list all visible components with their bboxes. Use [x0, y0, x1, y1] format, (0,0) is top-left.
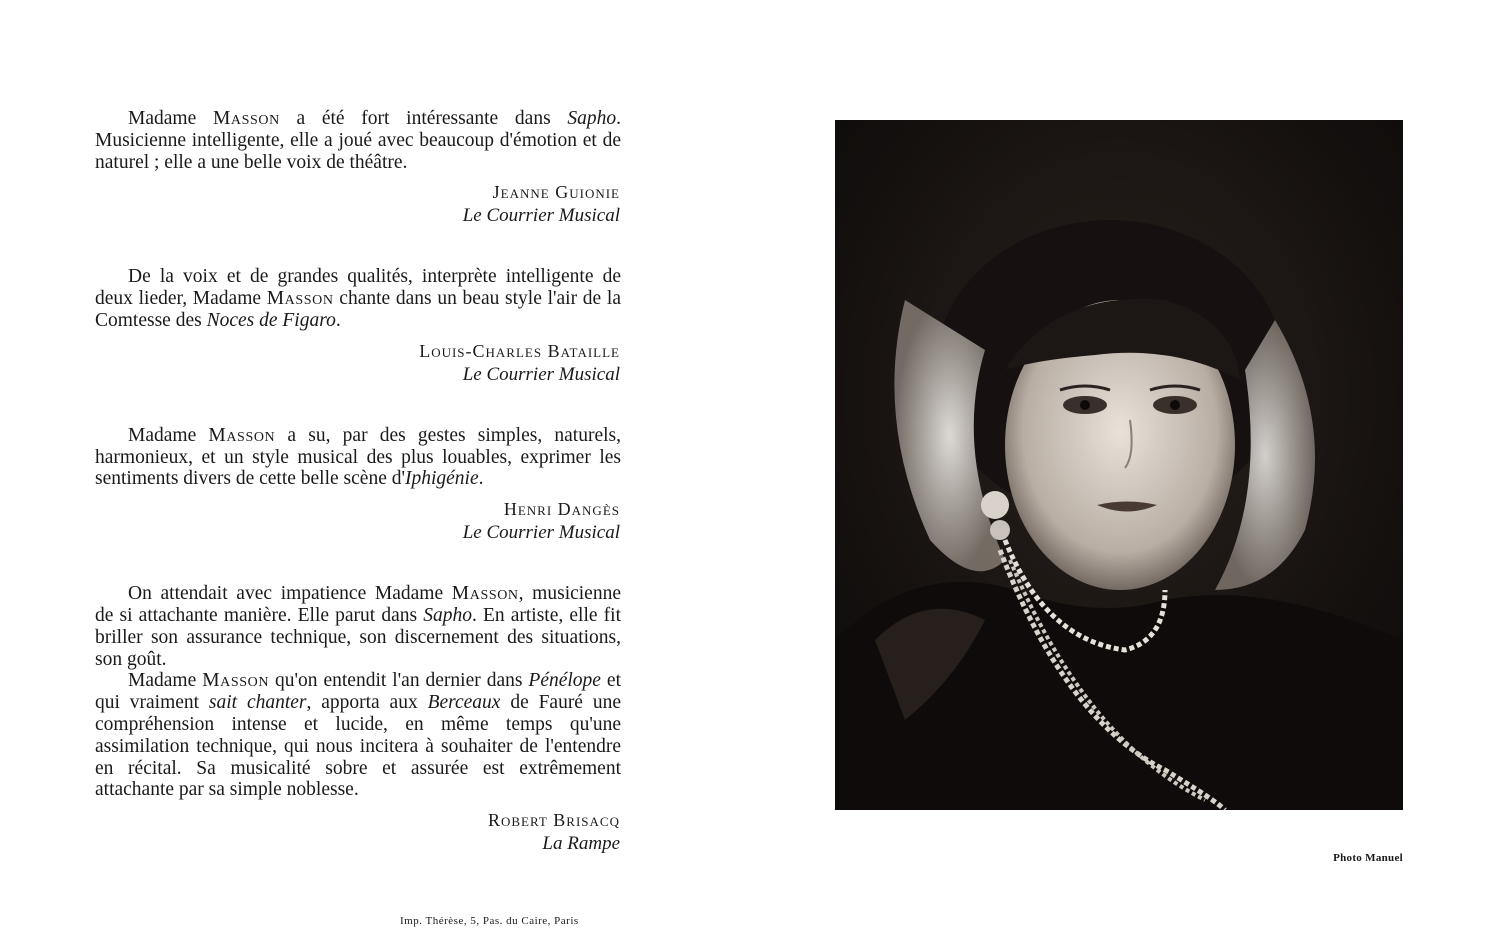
text-run: , musicienne de si attachante manière. Elle parut dans: [95, 583, 621, 626]
review-source: Le Courrier Musical: [462, 522, 620, 544]
text-run: Madame: [128, 424, 209, 446]
text-run: et qui vraiment: [95, 670, 622, 714]
review-source: Le Courrier Musical: [462, 205, 620, 227]
italic-title: Noces de Figaro: [206, 309, 336, 331]
review-author: Louis-Charles Bataille: [419, 340, 620, 361]
review-paragraph: [95, 266, 621, 331]
review-signature: [95, 339, 621, 387]
review-3: [95, 425, 621, 545]
text-run: , apporta aux: [306, 692, 428, 714]
reviews-column: [95, 108, 621, 894]
italic-title: Iphigénie: [404, 468, 479, 490]
text-run: . En artiste, elle fit briller son assurance technique, son discernement des situations, son goût.: [95, 604, 621, 670]
review-paragraph: [95, 670, 621, 801]
review-author: Robert Brisacq: [487, 810, 620, 831]
review-source: Le Courrier Musical: [462, 363, 620, 385]
review-paragraph: [95, 108, 621, 173]
review-1: [95, 108, 621, 228]
review-signature: [95, 497, 621, 545]
printer-footer: Imp. Thérèse, 5, Pas. du Caire, Paris: [400, 915, 579, 927]
text-run: Madame: [128, 108, 213, 129]
text-run: Madame: [128, 670, 203, 692]
review-2: [95, 266, 621, 386]
text-run: . Musicienne intelligente, elle a joué avec beaucoup d'émotion et de naturel ; elle a une belle voix de théâtre.: [95, 108, 621, 173]
review-paragraph: [95, 583, 621, 670]
text-run: chante dans un beau style l'air de la Comtesse des: [95, 288, 621, 331]
review-signature: [95, 808, 621, 856]
text-run: a été fort intéressante dans: [279, 108, 568, 129]
text-run: a su, par des gestes simples, naturels, harmonieux, et un style musical des plus louables, exprimer les sentiments divers de cette belle scène d': [95, 424, 621, 490]
small-caps-name: Masson: [208, 424, 276, 446]
italic-title: Sapho: [423, 604, 472, 626]
text-run: qu'on entendit l'an dernier dans: [269, 670, 529, 692]
text-run: On attendait avec impatience Madame: [128, 583, 452, 605]
small-caps-name: Masson: [451, 583, 519, 605]
review-author: Jeanne Guionie: [492, 182, 620, 203]
review-paragraph: [95, 425, 621, 490]
italic-title: sait chanter: [208, 692, 307, 714]
review-source: La Rampe: [542, 833, 620, 855]
small-caps-name: Masson: [266, 288, 334, 310]
text-run: De la voix et de grandes qualités, interprète intelligente de deux lieder, Madame: [95, 266, 621, 310]
italic-title: Berceaux: [427, 692, 501, 714]
italic-title: Pénélope: [528, 670, 601, 692]
small-caps-name: Masson: [202, 670, 270, 692]
photo-credit: Photo Manuel: [1333, 852, 1403, 864]
text-run: .: [478, 468, 484, 490]
text-run: .: [335, 309, 341, 331]
review-author: Henri Dangès: [503, 499, 620, 520]
small-caps-name: Masson: [212, 108, 280, 129]
review-4: [95, 583, 621, 856]
italic-title: Sapho: [567, 108, 617, 129]
portrait-photo: [835, 120, 1403, 810]
review-signature: [95, 180, 621, 228]
portrait-image: [835, 120, 1403, 810]
text-run: de Fauré une compréhension intense et lucide, en même temps qu'une assimilation technique, qui nous incitera à souhaiter de l'entendre en récital. Sa musicalité sobre et assurée est extrêmement attachante par sa simple noblesse.: [95, 692, 621, 801]
